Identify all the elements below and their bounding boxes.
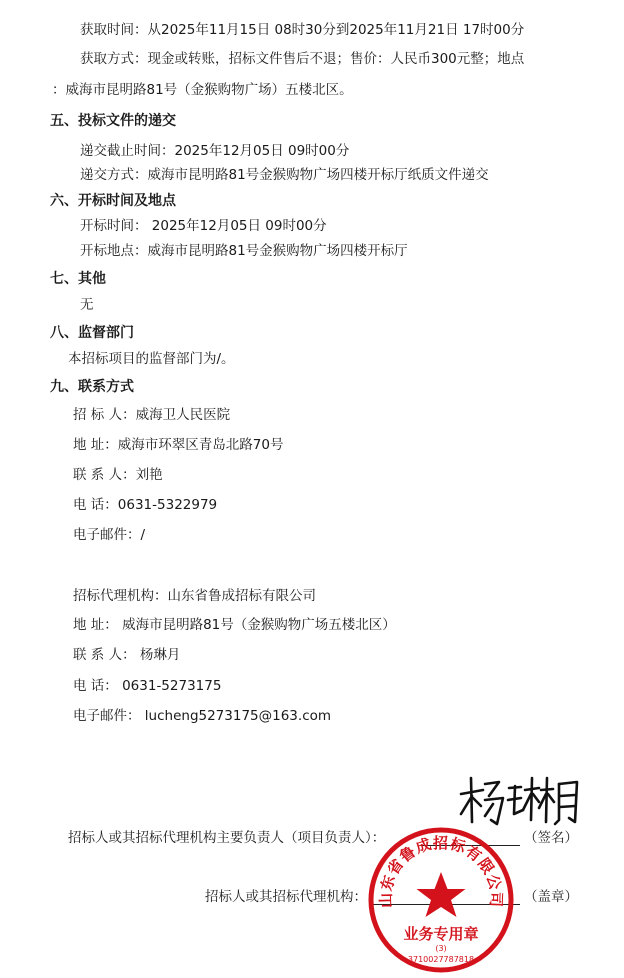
tenderer-contact: 联 系 人：刘艳 [73,467,163,483]
tenderer-email: 电子邮件：/ [73,527,146,543]
acquire-time: 获取时间：从2025年11月15日 08时30分到2025年11月21日 17时00分 [80,22,525,38]
seal-index: (3) [435,944,447,953]
section7-heading: 七、其他 [50,271,106,287]
section6-heading: 六、开标时间及地点 [50,193,176,209]
section8-heading: 八、监督部门 [50,325,134,341]
handwritten-signature [455,770,585,834]
agency-phone: 电 话： 0631-5273175 [73,678,222,694]
tenderer-phone: 电 话：0631-5322979 [73,497,218,513]
submit-deadline: 递交截止时间：2025年12月05日 09时00分 [80,143,350,159]
stamp-label: 招标人或其招标代理机构： [205,889,367,905]
signature-label: 招标人或其招标代理机构主要负责人（项目负责人）： [68,830,386,846]
signature-suffix: （签名） [524,830,578,846]
company-seal [367,826,515,974]
agency-address: 地 址： 威海市昆明路81号（金猴购物广场五楼北区） [73,617,396,633]
acquire-method-line1: 获取方式：现金或转账，招标文件售后不退；售价：人民币300元整；地点 [80,51,525,67]
seal-number: 3710027787818 [407,955,475,964]
stamp-suffix: （盖章） [524,889,578,905]
tenderer-address: 地 址：威海市环翠区青岛北路70号 [73,437,284,453]
opening-time: 开标时间： 2025年12月05日 09时00分 [80,218,327,234]
submit-method: 递交方式：威海市昆明路81号金猴购物广场四楼开标厅纸质文件递交 [80,167,489,183]
agency-name: 招标代理机构：山东省鲁成招标有限公司 [73,588,316,604]
section7-body: 无 [80,297,94,313]
tenderer-name: 招 标 人：威海卫人民医院 [73,407,231,423]
agency-email: 电子邮件： lucheng5273175@163.com [73,708,332,724]
seal-purpose: 业务专用章 [403,925,479,943]
section5-heading: 五、投标文件的递交 [50,113,176,129]
agency-contact: 联 系 人： 杨琳月 [73,647,181,663]
section8-body: 本招标项目的监督部门为/。 [68,351,235,367]
opening-place: 开标地点：威海市昆明路81号金猴购物广场四楼开标厅 [80,243,408,259]
seal-org-name: 山东省鲁成招标有限公司 [376,834,506,909]
section9-heading: 九、联系方式 [50,379,134,395]
acquire-method-line2: ：威海市昆明路81号（金猴购物广场）五楼北区。 [52,82,353,98]
